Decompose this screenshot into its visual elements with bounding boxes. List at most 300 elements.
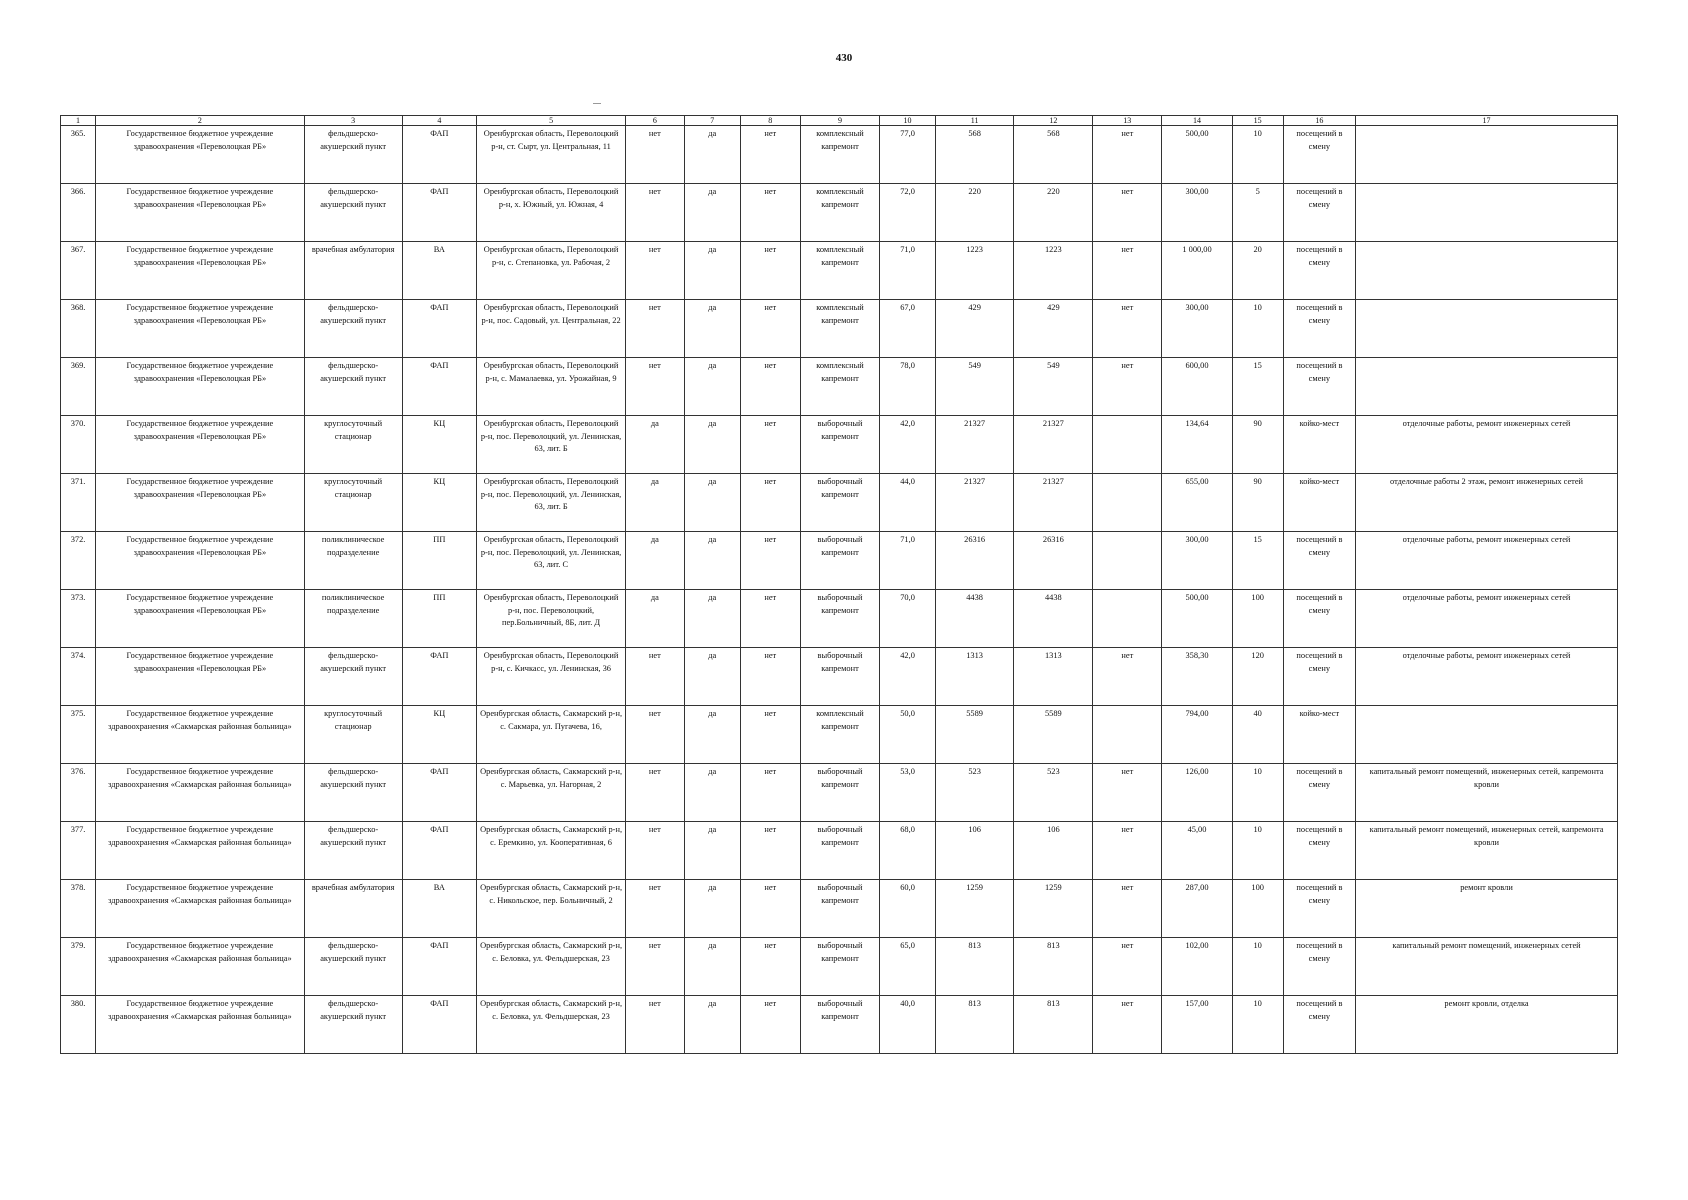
table-cell <box>1356 242 1618 300</box>
table-cell: 65,0 <box>880 938 935 996</box>
table-cell: 549 <box>935 358 1014 416</box>
table-cell: поликлиническое подразделение <box>304 532 402 590</box>
table-cell: да <box>626 416 685 474</box>
table-cell: 26316 <box>935 532 1014 590</box>
table-cell: 106 <box>935 822 1014 880</box>
table-cell: 157,00 <box>1162 996 1232 1054</box>
table-cell <box>1356 300 1618 358</box>
table-cell: нет <box>740 242 800 300</box>
table-cell: ФАП <box>402 822 476 880</box>
table-cell: 10 <box>1232 996 1283 1054</box>
table-cell: 100 <box>1232 590 1283 648</box>
table-cell: Оренбургская область, Сакмарский р-н, с. Никольское, пер. Больничный, 2 <box>477 880 626 938</box>
table-cell: Государственное бюджетное учреждение здравоохранения «Сакмарская районная больница» <box>96 880 305 938</box>
table-cell: выборочный капремонт <box>800 938 880 996</box>
table-cell: Государственное бюджетное учреждение здравоохранения «Сакмарская районная больница» <box>96 706 305 764</box>
table-cell: посещений в смену <box>1283 996 1355 1054</box>
table-row <box>61 532 1618 590</box>
table-cell: Оренбургская область, Сакмарский р-н, с. Марьевка, ул. Нагорная, 2 <box>477 764 626 822</box>
table-cell: 5589 <box>935 706 1014 764</box>
table-cell: нет <box>740 126 800 184</box>
column-number-cell: 4 <box>402 116 476 126</box>
table-cell: комплексный капремонт <box>800 706 880 764</box>
table-cell: Государственное бюджетное учреждение здравоохранения «Переволоцкая РБ» <box>96 474 305 532</box>
table-cell: 523 <box>1014 764 1093 822</box>
table-cell: посещений в смену <box>1283 880 1355 938</box>
table-cell: 366. <box>61 184 96 242</box>
table-cell: 370. <box>61 416 96 474</box>
table-cell: ПП <box>402 532 476 590</box>
table-cell: Государственное бюджетное учреждение здравоохранения «Переволоцкая РБ» <box>96 590 305 648</box>
table-cell: комплексный капремонт <box>800 126 880 184</box>
table-cell: 358,30 <box>1162 648 1232 706</box>
table-cell: нет <box>626 938 685 996</box>
table-cell: 50,0 <box>880 706 935 764</box>
table-cell: нет <box>1093 822 1162 880</box>
table-cell: 68,0 <box>880 822 935 880</box>
table-cell: КЦ <box>402 474 476 532</box>
table-row <box>61 648 1618 706</box>
table-cell: посещений в смену <box>1283 358 1355 416</box>
table-cell: ФАП <box>402 938 476 996</box>
table-row <box>61 126 1618 184</box>
table-cell: выборочный капремонт <box>800 822 880 880</box>
table-cell: ПП <box>402 590 476 648</box>
table-cell: 372. <box>61 532 96 590</box>
table-cell: Оренбургская область, Переволоцкий р-н, с. Мамалаевка, ул. Урожайная, 9 <box>477 358 626 416</box>
table-cell: 10 <box>1232 764 1283 822</box>
table-cell: 813 <box>1014 996 1093 1054</box>
column-number-cell: 16 <box>1283 116 1355 126</box>
table-cell: да <box>626 474 685 532</box>
table-cell: нет <box>626 126 685 184</box>
table-cell: да <box>684 938 740 996</box>
table-cell: отделочные работы, ремонт инженерных сетей <box>1356 590 1618 648</box>
column-number-cell: 6 <box>626 116 685 126</box>
table-cell: посещений в смену <box>1283 590 1355 648</box>
table-cell: фельдшерско-акушерский пункт <box>304 184 402 242</box>
table-cell: 77,0 <box>880 126 935 184</box>
table-cell <box>1356 706 1618 764</box>
table-cell: 5589 <box>1014 706 1093 764</box>
table-cell: 4438 <box>935 590 1014 648</box>
table-cell: 429 <box>935 300 1014 358</box>
table-cell: нет <box>740 416 800 474</box>
table-cell: выборочный капремонт <box>800 590 880 648</box>
table-row <box>61 184 1618 242</box>
table-cell: поликлиническое подразделение <box>304 590 402 648</box>
table-cell <box>1093 706 1162 764</box>
table-cell: фельдшерско-акушерский пункт <box>304 822 402 880</box>
table-cell: да <box>684 358 740 416</box>
table-cell: Оренбургская область, Переволоцкий р-н, пос. Садовый, ул. Центральная, 22 <box>477 300 626 358</box>
table-cell: 26316 <box>1014 532 1093 590</box>
column-number-cell: 1 <box>61 116 96 126</box>
table-cell: 5 <box>1232 184 1283 242</box>
table-cell: 21327 <box>935 416 1014 474</box>
table-cell: 655,00 <box>1162 474 1232 532</box>
table-cell: 1313 <box>1014 648 1093 706</box>
table-row <box>61 996 1618 1054</box>
table-cell: нет <box>740 532 800 590</box>
column-number-cell: 13 <box>1093 116 1162 126</box>
table-row <box>61 706 1618 764</box>
table-cell: нет <box>1093 184 1162 242</box>
table-cell: круглосуточный стационар <box>304 416 402 474</box>
table-cell: 70,0 <box>880 590 935 648</box>
table-cell: 813 <box>935 996 1014 1054</box>
table-cell: 368. <box>61 300 96 358</box>
table-cell: 220 <box>935 184 1014 242</box>
table-cell: 71,0 <box>880 532 935 590</box>
table-row <box>61 242 1618 300</box>
table-cell: врачебная амбулатория <box>304 242 402 300</box>
table-cell: ФАП <box>402 648 476 706</box>
table-cell: да <box>684 764 740 822</box>
table-cell: Государственное бюджетное учреждение здравоохранения «Переволоцкая РБ» <box>96 358 305 416</box>
table-cell: выборочный капремонт <box>800 648 880 706</box>
table-cell: да <box>684 822 740 880</box>
table-row <box>61 822 1618 880</box>
table-cell: да <box>684 184 740 242</box>
table-cell: Государственное бюджетное учреждение здравоохранения «Переволоцкая РБ» <box>96 648 305 706</box>
table-cell: 71,0 <box>880 242 935 300</box>
table-cell: 813 <box>935 938 1014 996</box>
table-cell: нет <box>1093 938 1162 996</box>
table-cell: Государственное бюджетное учреждение здравоохранения «Сакмарская районная больница» <box>96 764 305 822</box>
table-cell: 126,00 <box>1162 764 1232 822</box>
table-cell: отделочные работы 2 этаж, ремонт инженерных сетей <box>1356 474 1618 532</box>
table-cell: 21327 <box>1014 416 1093 474</box>
table-cell: койко-мест <box>1283 706 1355 764</box>
table-cell: комплексный капремонт <box>800 300 880 358</box>
table-cell: нет <box>1093 126 1162 184</box>
table-cell: 40,0 <box>880 996 935 1054</box>
table-cell: 373. <box>61 590 96 648</box>
column-number-cell: 9 <box>800 116 880 126</box>
table-row <box>61 416 1618 474</box>
table-cell: Оренбургская область, Переволоцкий р-н, пос. Переволоцкий, ул. Ленинская, 63, лит. Б <box>477 474 626 532</box>
table-cell: нет <box>626 242 685 300</box>
table-cell: нет <box>740 184 800 242</box>
table-cell: 523 <box>935 764 1014 822</box>
table-cell: комплексный капремонт <box>800 184 880 242</box>
table-cell: нет <box>1093 358 1162 416</box>
table-cell: нет <box>626 300 685 358</box>
table-cell: да <box>684 300 740 358</box>
table-cell: нет <box>740 996 800 1054</box>
table-cell: 378. <box>61 880 96 938</box>
table-cell: 287,00 <box>1162 880 1232 938</box>
table-cell: нет <box>626 764 685 822</box>
table-cell <box>1356 184 1618 242</box>
table-cell: нет <box>740 648 800 706</box>
table-cell: фельдшерско-акушерский пункт <box>304 764 402 822</box>
table-cell <box>1093 590 1162 648</box>
table-cell: ФАП <box>402 126 476 184</box>
table-cell <box>1093 416 1162 474</box>
table-body <box>61 126 1618 1054</box>
table-cell: Государственное бюджетное учреждение здравоохранения «Переволоцкая РБ» <box>96 242 305 300</box>
table-cell: отделочные работы, ремонт инженерных сетей <box>1356 648 1618 706</box>
table-cell: да <box>684 590 740 648</box>
table-cell: нет <box>1093 300 1162 358</box>
table-cell: нет <box>626 184 685 242</box>
table-cell: нет <box>626 358 685 416</box>
table-row <box>61 938 1618 996</box>
table-cell: круглосуточный стационар <box>304 706 402 764</box>
table-cell: нет <box>1093 242 1162 300</box>
column-number-cell: 12 <box>1014 116 1093 126</box>
table-cell: посещений в смену <box>1283 126 1355 184</box>
table-cell: посещений в смену <box>1283 648 1355 706</box>
table-cell: 429 <box>1014 300 1093 358</box>
table-cell: 300,00 <box>1162 184 1232 242</box>
column-number-row <box>61 116 1618 126</box>
table-cell: ФАП <box>402 358 476 416</box>
table-cell: 1 000,00 <box>1162 242 1232 300</box>
table-cell: нет <box>740 880 800 938</box>
table-cell: ФАП <box>402 300 476 358</box>
table-cell: капитальный ремонт помещений, инженерных сетей, капремонта кровли <box>1356 764 1618 822</box>
table-cell: да <box>684 416 740 474</box>
table-cell: 40 <box>1232 706 1283 764</box>
table-cell: фельдшерско-акушерский пункт <box>304 300 402 358</box>
table-cell: Государственное бюджетное учреждение здравоохранения «Сакмарская районная больница» <box>96 822 305 880</box>
table-cell: 21327 <box>935 474 1014 532</box>
table-cell: 300,00 <box>1162 532 1232 590</box>
table-cell: 794,00 <box>1162 706 1232 764</box>
table-cell: ФАП <box>402 996 476 1054</box>
table-cell: 10 <box>1232 822 1283 880</box>
table-cell: 500,00 <box>1162 590 1232 648</box>
table-cell: Оренбургская область, Переволоцкий р-н, с. Степановка, ул. Рабочая, 2 <box>477 242 626 300</box>
table-cell: Оренбургская область, Переволоцкий р-н, пос. Переволоцкий, ул. Ленинская, 63, лит. С <box>477 532 626 590</box>
table-cell: Оренбургская область, Переволоцкий р-н, х. Южный, ул. Южная, 4 <box>477 184 626 242</box>
table-cell: отделочные работы, ремонт инженерных сетей <box>1356 416 1618 474</box>
table-cell: 1223 <box>1014 242 1093 300</box>
table-cell: нет <box>740 938 800 996</box>
column-number-cell: 5 <box>477 116 626 126</box>
table-cell: 371. <box>61 474 96 532</box>
table-cell: посещений в смену <box>1283 938 1355 996</box>
table-cell: 365. <box>61 126 96 184</box>
table-cell: 813 <box>1014 938 1093 996</box>
table-cell: 300,00 <box>1162 300 1232 358</box>
table-cell: посещений в смену <box>1283 764 1355 822</box>
table-cell: Государственное бюджетное учреждение здравоохранения «Переволоцкая РБ» <box>96 532 305 590</box>
table-cell: КЦ <box>402 416 476 474</box>
table-cell: да <box>626 532 685 590</box>
table-cell: нет <box>626 706 685 764</box>
table-cell: нет <box>740 358 800 416</box>
table-cell: 1259 <box>1014 880 1093 938</box>
table-cell: 44,0 <box>880 474 935 532</box>
table-cell: посещений в смену <box>1283 300 1355 358</box>
table-cell: 379. <box>61 938 96 996</box>
table-cell: посещений в смену <box>1283 242 1355 300</box>
table-cell: Государственное бюджетное учреждение здравоохранения «Переволоцкая РБ» <box>96 300 305 358</box>
table-cell: 134,64 <box>1162 416 1232 474</box>
table-cell: 4438 <box>1014 590 1093 648</box>
table-cell: 90 <box>1232 474 1283 532</box>
table-cell: 67,0 <box>880 300 935 358</box>
table-cell: 20 <box>1232 242 1283 300</box>
table-cell: Государственное бюджетное учреждение здравоохранения «Переволоцкая РБ» <box>96 126 305 184</box>
table-cell: 10 <box>1232 300 1283 358</box>
table-cell: да <box>684 648 740 706</box>
table-cell: да <box>684 242 740 300</box>
table-cell: нет <box>1093 880 1162 938</box>
table-cell: Оренбургская область, Сакмарский р-н, с. Сакмара, ул. Пугачева, 16, <box>477 706 626 764</box>
table-cell <box>1356 126 1618 184</box>
column-number-cell: 10 <box>880 116 935 126</box>
table-cell: койко-мест <box>1283 416 1355 474</box>
table-cell: выборочный капремонт <box>800 416 880 474</box>
table-cell: 100 <box>1232 880 1283 938</box>
table-row <box>61 764 1618 822</box>
table-cell: 377. <box>61 822 96 880</box>
column-number-cell: 17 <box>1356 116 1618 126</box>
table-cell: Оренбургская область, Переволоцкий р-н, пос. Переволоцкий, ул. Ленинская, 63, лит. Б <box>477 416 626 474</box>
table-cell: 120 <box>1232 648 1283 706</box>
table-cell: фельдшерско-акушерский пункт <box>304 648 402 706</box>
page-number: 430 <box>835 52 853 64</box>
table-row <box>61 358 1618 416</box>
table-cell: 15 <box>1232 358 1283 416</box>
table-cell: нет <box>740 300 800 358</box>
table-cell: посещений в смену <box>1283 822 1355 880</box>
table-cell: нет <box>740 706 800 764</box>
table-cell: 10 <box>1232 126 1283 184</box>
table-cell: 42,0 <box>880 416 935 474</box>
table-cell: выборочный капремонт <box>800 764 880 822</box>
table-cell: ВА <box>402 880 476 938</box>
table-cell: нет <box>626 880 685 938</box>
table-cell <box>1356 358 1618 416</box>
table-cell: фельдшерско-акушерский пункт <box>304 996 402 1054</box>
table-cell: Оренбургская область, Переволоцкий р-н, с. Кичкасс, ул. Ленинская, 36 <box>477 648 626 706</box>
table-cell: Государственное бюджетное учреждение здравоохранения «Переволоцкая РБ» <box>96 416 305 474</box>
table-cell: 42,0 <box>880 648 935 706</box>
column-number-cell: 11 <box>935 116 1014 126</box>
table-cell: 1313 <box>935 648 1014 706</box>
table-cell: 549 <box>1014 358 1093 416</box>
table-cell: ВА <box>402 242 476 300</box>
table-cell: да <box>684 996 740 1054</box>
scan-mark <box>593 103 601 104</box>
table-cell: 21327 <box>1014 474 1093 532</box>
table-cell: 90 <box>1232 416 1283 474</box>
table-cell: 568 <box>1014 126 1093 184</box>
table-cell: 220 <box>1014 184 1093 242</box>
table-cell: отделочные работы, ремонт инженерных сетей <box>1356 532 1618 590</box>
table-cell: капитальный ремонт помещений, инженерных сетей <box>1356 938 1618 996</box>
table-cell: нет <box>740 590 800 648</box>
table-cell: 53,0 <box>880 764 935 822</box>
table-cell: да <box>684 880 740 938</box>
table-cell: 15 <box>1232 532 1283 590</box>
table-cell: ремонт кровли <box>1356 880 1618 938</box>
table-cell: да <box>684 706 740 764</box>
table-cell: ФАП <box>402 184 476 242</box>
table-cell: 374. <box>61 648 96 706</box>
table-row <box>61 300 1618 358</box>
table-cell: фельдшерско-акушерский пункт <box>304 938 402 996</box>
table-cell: 376. <box>61 764 96 822</box>
column-number-cell: 2 <box>96 116 305 126</box>
table-cell: 500,00 <box>1162 126 1232 184</box>
table-cell: выборочный капремонт <box>800 474 880 532</box>
table-cell: 72,0 <box>880 184 935 242</box>
table-cell: выборочный капремонт <box>800 996 880 1054</box>
table-cell: 45,00 <box>1162 822 1232 880</box>
table-cell: ремонт кровли, отделка <box>1356 996 1618 1054</box>
table-cell: 568 <box>935 126 1014 184</box>
table-cell: Оренбургская область, Переволоцкий р-н, пос. Переволоцкий, пер.Больничный, 8Б, лит. Д <box>477 590 626 648</box>
column-number-cell: 8 <box>740 116 800 126</box>
table-cell: нет <box>626 822 685 880</box>
column-number-cell: 14 <box>1162 116 1232 126</box>
table-cell: 1259 <box>935 880 1014 938</box>
table-cell <box>1093 532 1162 590</box>
table-cell: нет <box>740 822 800 880</box>
table-cell: 106 <box>1014 822 1093 880</box>
table-cell: 10 <box>1232 938 1283 996</box>
table-cell: нет <box>740 764 800 822</box>
table-cell: комплексный капремонт <box>800 242 880 300</box>
table-cell: 60,0 <box>880 880 935 938</box>
table-cell: койко-мест <box>1283 474 1355 532</box>
table-cell: Государственное бюджетное учреждение здравоохранения «Сакмарская районная больница» <box>96 938 305 996</box>
table-cell: фельдшерско-акушерский пункт <box>304 126 402 184</box>
table-cell: Оренбургская область, Переволоцкий р-н, ст. Сырт, ул. Центральная, 11 <box>477 126 626 184</box>
table-cell: нет <box>1093 764 1162 822</box>
table-cell: капитальный ремонт помещений, инженерных сетей, капремонта кровли <box>1356 822 1618 880</box>
column-number-cell: 3 <box>304 116 402 126</box>
table-cell: нет <box>626 648 685 706</box>
table-cell: 78,0 <box>880 358 935 416</box>
table-cell: ФАП <box>402 764 476 822</box>
facilities-table <box>60 115 1618 1054</box>
table-cell: КЦ <box>402 706 476 764</box>
table-cell: выборочный капремонт <box>800 532 880 590</box>
table-cell: да <box>684 126 740 184</box>
table-cell: комплексный капремонт <box>800 358 880 416</box>
table-cell: 102,00 <box>1162 938 1232 996</box>
table-cell: выборочный капремонт <box>800 880 880 938</box>
table-cell: да <box>684 474 740 532</box>
table-cell: нет <box>626 996 685 1054</box>
table-cell: 1223 <box>935 242 1014 300</box>
table-cell: врачебная амбулатория <box>304 880 402 938</box>
table-row <box>61 590 1618 648</box>
table-cell: 600,00 <box>1162 358 1232 416</box>
table-cell: Государственное бюджетное учреждение здравоохранения «Переволоцкая РБ» <box>96 184 305 242</box>
table-cell: посещений в смену <box>1283 184 1355 242</box>
table-cell: да <box>626 590 685 648</box>
table-cell: фельдшерско-акушерский пункт <box>304 358 402 416</box>
column-number-cell: 15 <box>1232 116 1283 126</box>
table-cell <box>1093 474 1162 532</box>
table-cell: нет <box>740 474 800 532</box>
table-cell: круглосуточный стационар <box>304 474 402 532</box>
table-cell: 380. <box>61 996 96 1054</box>
column-number-cell: 7 <box>684 116 740 126</box>
table-cell: 369. <box>61 358 96 416</box>
table-cell: Оренбургская область, Сакмарский р-н, с. Беловка, ул. Фельдшерская, 23 <box>477 996 626 1054</box>
table-cell: Государственное бюджетное учреждение здравоохранения «Сакмарская районная больница» <box>96 996 305 1054</box>
